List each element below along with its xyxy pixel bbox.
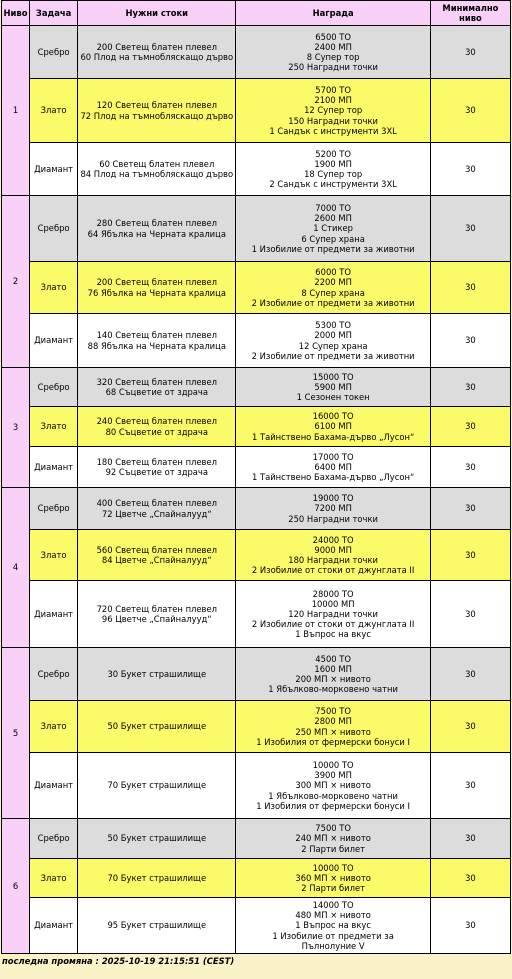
goods-cell (78, 701, 236, 753)
table-row (2, 368, 511, 407)
task-tier: Злато (30, 859, 78, 898)
goods-cell (78, 407, 236, 447)
reward-cell (236, 262, 430, 314)
goods-cell (78, 530, 236, 581)
reward-cell (236, 488, 430, 530)
min-level-cell: 30 (430, 648, 510, 701)
goods-line: 60 Светещ блатен плевел (99, 158, 215, 169)
last-modified: последна промяна : 2025-10-19 21:15:51 (CEST) (2, 956, 235, 966)
min-level-cell: 30 (430, 447, 510, 488)
reward-line: 2000 МП (314, 330, 352, 341)
reward-line: 300 МП × нивото (295, 780, 371, 791)
task-tier: Сребро (30, 648, 78, 701)
reward-line: 10000 ТО (312, 760, 354, 771)
goods-cell (78, 447, 236, 488)
reward-line: 180 Наградни точки (288, 555, 378, 565)
goods-line: 96 Цветче „Спайналууд“ (101, 614, 212, 624)
reward-line: 28000 ТО (312, 588, 354, 599)
goods-line: 280 Светещ блатен плевел (96, 218, 217, 229)
min-level-cell: 30 (430, 819, 510, 859)
goods-line: 30 Букет страшилище (107, 668, 207, 679)
task-tier: Сребро (30, 26, 78, 79)
goods-line: 50 Букет страшилище (107, 833, 207, 844)
reward-line: 14000 ТО (312, 900, 354, 911)
reward-line: 240 МП × нивото (295, 833, 371, 844)
task-tier: Диамант (30, 314, 78, 368)
reward-line: 2 Парти билет (301, 883, 365, 894)
reward-line: 2 Изобилие от предмети за животни (251, 297, 415, 308)
reward-line: 18 Супер тор (304, 169, 363, 179)
goods-line: 560 Светещ блатен плевел (96, 544, 217, 555)
goods-line: 200 Светещ блатен плевел (96, 41, 217, 52)
reward-line: 2800 МП (314, 716, 352, 727)
table-row (2, 143, 511, 196)
reward-line: 1900 МП (314, 158, 352, 169)
reward-line: 7200 МП (314, 503, 352, 514)
goods-line: 400 Светещ блатен плевел (96, 498, 217, 509)
reward-line: 5700 ТО (315, 85, 351, 96)
reward-line: 2100 МП (314, 95, 352, 106)
reward-line: 2600 МП (314, 213, 352, 224)
goods-line: 84 Цветче „Спайналууд“ (101, 555, 212, 565)
level-cell: 5 (2, 648, 30, 819)
goods-line: 72 Цветче „Спайналууд“ (101, 508, 212, 519)
reward-line: 1 Изобилия от фермерски бонуси I (256, 800, 410, 811)
table-row (2, 79, 511, 143)
goods-line: 80 Съцветие от здрача (105, 426, 209, 437)
reward-line: 1 Ябълково-морковено чатни (268, 684, 398, 695)
reward-line: 6000 ТО (315, 267, 351, 278)
reward-cell (236, 898, 430, 954)
reward-line: 1 Тайнствено Бахама-дърво „Лусон“ (251, 431, 415, 442)
header-level: Ниво (2, 1, 30, 26)
table-row (2, 447, 511, 488)
reward-line: 2400 МП (314, 41, 352, 52)
table-row (2, 314, 511, 368)
min-level-cell: 30 (430, 262, 510, 314)
reward-line: 250 Наградни точки (288, 62, 378, 73)
goods-cell (78, 26, 236, 79)
task-tier: Злато (30, 262, 78, 314)
reward-line: 1 Въпрос на вкус (295, 920, 371, 931)
table-row (2, 859, 511, 898)
min-level-cell: 30 (430, 196, 510, 262)
goods-cell (78, 314, 236, 368)
goods-cell (78, 648, 236, 701)
reward-line: 6400 МП (314, 461, 352, 472)
goods-line: 200 Светещ блатен плевел (96, 277, 217, 288)
reward-line: 1600 МП (314, 663, 352, 674)
task-tier: Сребро (30, 488, 78, 530)
goods-cell (78, 368, 236, 407)
reward-line: 1 Изобилие от предмети за (272, 930, 394, 941)
reward-cell (236, 530, 430, 581)
task-tier: Сребро (30, 368, 78, 407)
min-level-cell: 30 (430, 859, 510, 898)
reward-line: 1 Тайнствено Бахама-дърво „Лусон“ (251, 472, 415, 483)
reward-line: 360 МП × нивото (295, 872, 371, 883)
goods-line: 240 Светещ блатен плевел (96, 416, 217, 427)
level-cell: 6 (2, 819, 30, 954)
reward-line: 480 МП × нивото (295, 910, 371, 921)
task-tier: Злато (30, 79, 78, 143)
reward-cell (236, 648, 430, 701)
reward-cell (236, 859, 430, 898)
reward-cell (236, 143, 430, 196)
header-row (2, 1, 511, 26)
reward-cell (236, 314, 430, 368)
task-tier: Диамант (30, 898, 78, 954)
header-task: Задача (30, 1, 78, 26)
min-level-cell: 30 (430, 79, 510, 143)
reward-cell (236, 753, 430, 819)
goods-line: 60 Плод на тъмнобляскащо дърво (80, 52, 234, 62)
reward-line: Пълнолуние V (301, 940, 365, 951)
header-goods: Нужни стоки (78, 1, 236, 26)
task-tier: Злато (30, 407, 78, 447)
reward-line: 2 Изобилие от стоки от джунглата II (251, 565, 415, 576)
min-level-cell: 30 (430, 701, 510, 753)
task-tier: Диамант (30, 581, 78, 648)
goods-line: 84 Плод на тъмнобляскащо дърво (80, 169, 234, 179)
reward-line: 12 Супер тор (304, 105, 363, 116)
reward-line: 2 Парти билет (301, 843, 365, 854)
reward-line: 19000 ТО (312, 493, 354, 504)
min-level-cell: 30 (430, 143, 510, 196)
reward-line: 1 Сезонен токен (296, 392, 370, 403)
header-reward: Награда (236, 1, 430, 26)
reward-cell (236, 407, 430, 447)
table-row (2, 581, 511, 648)
reward-line: 250 Наградни точки (288, 513, 378, 524)
goods-line: 64 Ябълка на Черната кралица (87, 228, 226, 239)
table-row (2, 26, 511, 79)
goods-cell (78, 79, 236, 143)
min-level-cell: 30 (430, 407, 510, 447)
task-tier: Диамант (30, 447, 78, 488)
reward-line: 7000 ТО (315, 203, 351, 214)
reward-line: 5900 МП (314, 381, 352, 392)
min-level-cell: 30 (430, 581, 510, 648)
reward-cell (236, 79, 430, 143)
goods-cell (78, 859, 236, 898)
task-tier: Злато (30, 530, 78, 581)
reward-cell (236, 368, 430, 407)
reward-line: 250 МП × нивото (295, 726, 371, 737)
tasks-table (1, 0, 511, 954)
reward-line: 24000 ТО (312, 534, 354, 545)
reward-cell (236, 196, 430, 262)
task-tier: Злато (30, 701, 78, 753)
goods-cell (78, 898, 236, 954)
table-row (2, 753, 511, 819)
reward-line: 12 Супер храна (298, 340, 368, 351)
table-row (2, 898, 511, 954)
table-row (2, 530, 511, 581)
reward-line: 17000 ТО (312, 451, 354, 462)
reward-line: 8 Супер тор (306, 52, 360, 62)
reward-line: 7500 ТО (315, 706, 351, 717)
reward-line: 15000 ТО (312, 371, 354, 382)
reward-line: 10000 МП (311, 598, 355, 609)
reward-line: 1 Изобилие от предмети за животни (251, 243, 415, 254)
reward-line: 10000 ТО (312, 862, 354, 873)
goods-line: 720 Светещ блатен плевел (96, 603, 217, 614)
task-tier: Сребро (30, 819, 78, 859)
goods-line: 140 Светещ блатен плевел (96, 330, 217, 341)
min-level-cell: 30 (430, 753, 510, 819)
level-cell: 2 (2, 196, 30, 368)
goods-line: 120 Светещ блатен плевел (96, 100, 217, 111)
reward-line: 1 Въпрос на вкус (295, 629, 371, 640)
goods-line: 70 Букет страшилище (107, 872, 207, 883)
task-tier: Диамант (30, 753, 78, 819)
reward-line: 1 Стикер (313, 223, 353, 234)
reward-line: 3900 МП (314, 770, 352, 781)
min-level-cell: 30 (430, 368, 510, 407)
reward-line: 4500 ТО (315, 653, 351, 664)
goods-line: 88 Ябълка на Черната кралица (87, 340, 226, 351)
reward-line: 120 Наградни точки (288, 608, 378, 619)
reward-line: 8 Супер храна (301, 287, 365, 298)
goods-cell (78, 488, 236, 530)
min-level-cell: 30 (430, 898, 510, 954)
goods-cell (78, 819, 236, 859)
table-row (2, 488, 511, 530)
reward-line: 5300 ТО (315, 320, 351, 331)
table-row (2, 196, 511, 262)
reward-cell (236, 26, 430, 79)
reward-line: 200 МП × нивото (295, 674, 371, 684)
table-row (2, 262, 511, 314)
goods-line: 320 Светещ блатен плевел (96, 376, 217, 387)
goods-line: 76 Ябълка на Черната кралица (87, 287, 226, 298)
reward-cell (236, 581, 430, 648)
reward-line: 2 Сандък с инструменти 3XL (269, 179, 397, 190)
task-tier: Диамант (30, 143, 78, 196)
goods-cell (78, 581, 236, 648)
goods-line: 95 Букет страшилище (107, 920, 207, 931)
min-level-cell: 30 (430, 314, 510, 368)
reward-line: 2200 МП (314, 277, 352, 288)
goods-line: 70 Букет страшилище (107, 780, 207, 791)
goods-cell (78, 143, 236, 196)
reward-cell (236, 819, 430, 859)
goods-line: 72 Плод на тъмнобляскащо дърво (80, 110, 234, 121)
goods-line: 92 Съцветие от здрача (105, 467, 209, 477)
table-row (2, 648, 511, 701)
goods-cell (78, 753, 236, 819)
level-cell: 1 (2, 26, 30, 196)
min-level-cell: 30 (430, 488, 510, 530)
level-cell: 4 (2, 488, 30, 648)
table-row (2, 701, 511, 753)
level-cell: 3 (2, 368, 30, 488)
reward-line: 5200 ТО (315, 148, 351, 159)
task-tier: Сребро (30, 196, 78, 262)
goods-line: 50 Букет страшилище (107, 721, 207, 732)
reward-line: 150 Наградни точки (288, 115, 378, 126)
table-row (2, 407, 511, 447)
reward-line: 6 Супер храна (301, 233, 365, 244)
reward-cell (236, 701, 430, 753)
header-min-level: Минимално ниво (430, 1, 510, 26)
goods-line: 68 Съцветие от здрача (105, 387, 209, 397)
reward-line: 9000 МП (314, 544, 352, 555)
min-level-cell: 30 (430, 26, 510, 79)
reward-cell (236, 447, 430, 488)
goods-cell (78, 262, 236, 314)
reward-line: 1 Сандък с инструменти 3XL (269, 125, 397, 136)
goods-line: 180 Светещ блатен плевел (96, 456, 217, 467)
min-level-cell: 30 (430, 530, 510, 581)
reward-line: 6100 МП (314, 421, 352, 432)
reward-line: 7500 ТО (315, 823, 351, 834)
reward-line: 2 Изобилие от стоки от джунглата II (251, 619, 415, 630)
reward-line: 6500 ТО (315, 31, 351, 42)
reward-line: 1 Ябълково-морковено чатни (268, 790, 398, 801)
table-row (2, 819, 511, 859)
reward-line: 1 Изобилия от фермерски бонуси I (256, 736, 410, 747)
table-body (2, 26, 511, 954)
reward-line: 16000 ТО (312, 411, 354, 422)
goods-cell (78, 196, 236, 262)
reward-line: 2 Изобилие от предмети за животни (251, 350, 415, 361)
